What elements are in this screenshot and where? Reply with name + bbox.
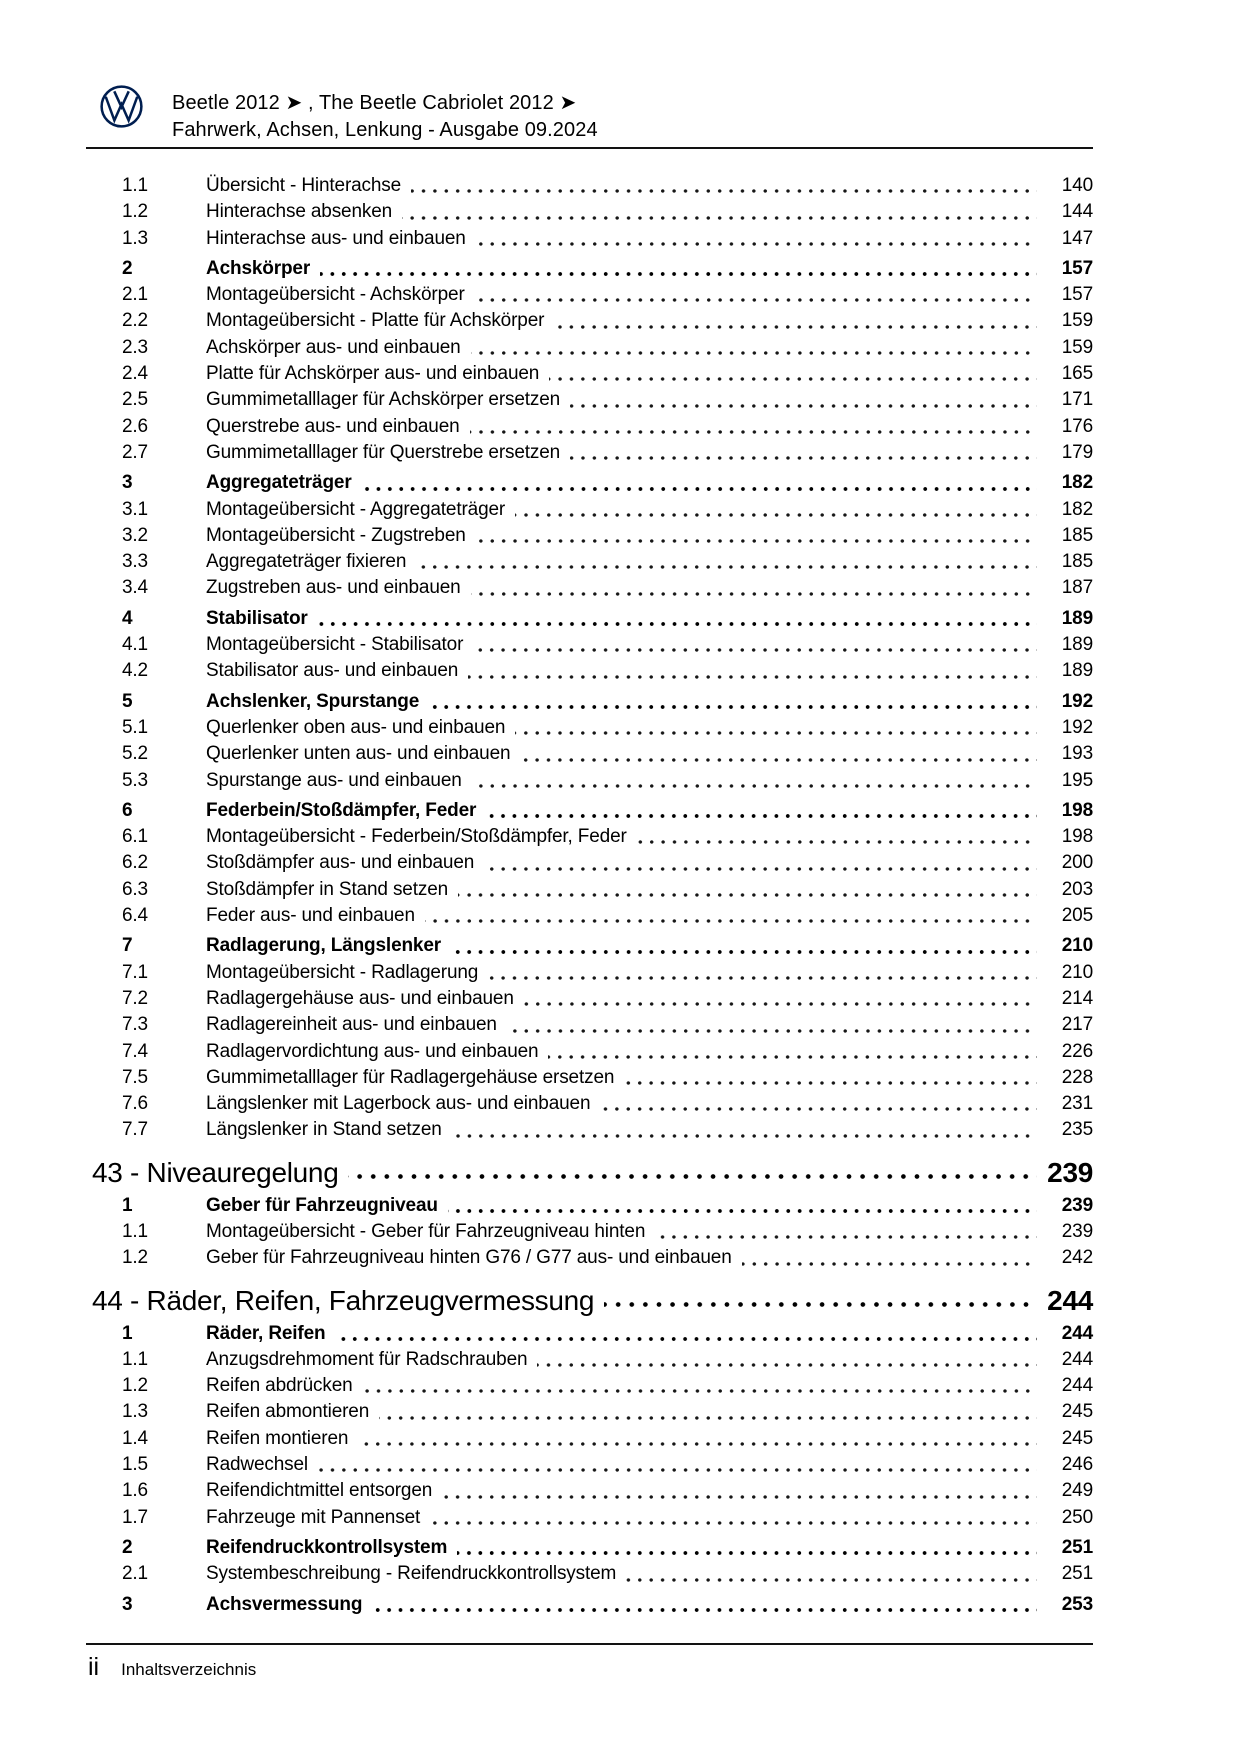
entry-page-number: 251	[1061, 1536, 1093, 1558]
dot-leader	[548, 1039, 1037, 1065]
entry-title: Gummimetalllager für Radlagergehäuse ersetzen	[206, 1066, 615, 1088]
entry-number: 1.2	[122, 1247, 148, 1269]
entry-page-number: 144	[1061, 201, 1093, 223]
entry-title: Radlagervordichtung aus- und einbauen	[206, 1040, 539, 1062]
dot-leader	[425, 903, 1037, 929]
entry-number: 6.2	[122, 852, 148, 874]
entry-number: 7.1	[122, 961, 148, 983]
entry-page-number: 171	[1061, 389, 1093, 411]
dot-leader	[448, 1193, 1037, 1219]
entry-number: 1.2	[122, 1375, 148, 1397]
dot-leader	[358, 1426, 1037, 1452]
toc-entry-row	[0, 1117, 1240, 1143]
dot-leader	[637, 824, 1037, 850]
entry-number: 1.3	[122, 227, 148, 249]
dot-leader	[402, 199, 1037, 225]
entry-number: 3.3	[122, 551, 148, 573]
entry-title: Systembeschreibung - Reifendruckkontrollsystem	[206, 1563, 617, 1585]
entry-page-number: 192	[1061, 690, 1093, 712]
header-rule	[86, 147, 1093, 149]
dot-leader	[515, 497, 1037, 523]
entry-title: Achskörper aus- und einbauen	[206, 336, 461, 358]
dot-leader	[655, 1219, 1037, 1245]
entry-title: Gummimetalllager für Achskörper ersetzen	[206, 389, 561, 411]
entry-number: 1.6	[122, 1480, 148, 1502]
toc-entry-row	[0, 632, 1240, 658]
dot-leader	[472, 768, 1037, 794]
footer-section-title: Inhaltsverzeichnis	[121, 1660, 257, 1679]
dot-leader	[626, 1561, 1037, 1587]
toc-entry-row	[0, 1347, 1240, 1373]
entry-page-number: 195	[1061, 769, 1093, 791]
toc-entry-row	[0, 715, 1240, 741]
entry-title: Reifendichtmittel entsorgen	[206, 1480, 433, 1502]
toc-entry-row	[0, 877, 1240, 903]
dot-leader	[468, 658, 1037, 684]
entry-page-number: 176	[1061, 415, 1093, 437]
entry-number: 5.2	[122, 743, 148, 765]
entry-title: Zugstreben aus- und einbauen	[206, 577, 461, 599]
entry-page-number: 246	[1061, 1454, 1093, 1476]
entry-page-number: 165	[1061, 363, 1093, 385]
entry-title: Montageübersicht - Stabilisator	[206, 634, 464, 656]
entry-page-number: 226	[1061, 1040, 1093, 1062]
entry-title: Aggregateträger fixieren	[206, 551, 407, 573]
entry-title: Achslenker, Spurstange	[206, 690, 420, 712]
dot-leader	[486, 798, 1037, 824]
entry-title: Stoßdämpfer in Stand setzen	[206, 878, 449, 900]
toc-entry-row	[0, 606, 1240, 632]
entry-number: 6	[122, 799, 133, 821]
dot-leader	[554, 308, 1037, 334]
entry-page-number: 179	[1061, 441, 1093, 463]
toc-entry-row	[0, 741, 1240, 767]
toc-entry-row	[0, 1091, 1240, 1117]
entry-title: Achskörper	[206, 257, 311, 279]
header-model-line: Beetle 2012 ➤ , The Beetle Cabriolet 2012 ➤	[172, 92, 577, 114]
entry-title: Platte für Achskörper aus- und einbauen	[206, 363, 540, 385]
entry-page-number: 159	[1061, 336, 1093, 358]
entry-title: Gummimetalllager für Querstrebe ersetzen	[206, 441, 561, 463]
dot-leader	[476, 523, 1037, 549]
entry-title: Reifen abmontieren	[206, 1401, 370, 1423]
entry-number: 6.1	[122, 826, 148, 848]
entry-number: 7.5	[122, 1066, 148, 1088]
entry-page-number: 182	[1061, 498, 1093, 520]
table-of-contents	[0, 173, 1240, 1618]
toc-entry-row	[0, 768, 1240, 794]
entry-number: 7	[122, 935, 133, 957]
entry-title: Montageübersicht - Achskörper	[206, 284, 465, 306]
entry-page-number: 239	[1061, 1194, 1093, 1216]
entry-page-number: 198	[1061, 799, 1093, 821]
entry-page-number: 193	[1061, 743, 1093, 765]
toc-entry-row	[0, 549, 1240, 575]
dot-leader	[318, 606, 1037, 632]
entry-number: 1	[122, 1322, 133, 1344]
toc-entry-row	[0, 1399, 1240, 1425]
toc-entry-row	[0, 523, 1240, 549]
entry-title: Federbein/Stoßdämpfer, Feder	[206, 799, 477, 821]
entry-title: Längslenker mit Lagerbock aus- und einbauen	[206, 1093, 591, 1115]
entry-number: 2.5	[122, 389, 148, 411]
entry-number: 1.3	[122, 1401, 148, 1423]
chapter-label: 43 - Niveauregelung	[92, 1156, 339, 1188]
toc-entry-row	[0, 497, 1240, 523]
chapter-page-number: 239	[1047, 1156, 1093, 1188]
entry-number: 1.1	[122, 1348, 148, 1370]
entry-page-number: 185	[1061, 551, 1093, 573]
entry-number: 4.2	[122, 660, 148, 682]
entry-number: 2	[122, 257, 133, 279]
entry-number: 7.2	[122, 987, 148, 1009]
toc-entry-row	[0, 824, 1240, 850]
entry-page-number: 245	[1061, 1401, 1093, 1423]
dot-leader	[470, 414, 1037, 440]
toc-entry-row	[0, 1561, 1240, 1587]
entry-title: Aggregateträger	[206, 472, 352, 494]
entry-number: 2.1	[122, 1563, 148, 1585]
dot-leader	[484, 850, 1037, 876]
entry-page-number: 214	[1061, 987, 1093, 1009]
toc-entry-row	[0, 440, 1240, 466]
entry-number: 1	[122, 1194, 133, 1216]
toc-entry-row	[0, 414, 1240, 440]
entry-title: Stabilisator	[206, 607, 308, 629]
toc-entry-row	[0, 1065, 1240, 1091]
entry-number: 1.4	[122, 1427, 148, 1449]
entry-title: Querstrebe aus- und einbauen	[206, 415, 460, 437]
dot-leader	[742, 1245, 1037, 1271]
entry-title: Fahrzeuge mit Pannenset	[206, 1506, 421, 1528]
entry-page-number: 231	[1061, 1093, 1093, 1115]
entry-page-number: 239	[1061, 1220, 1093, 1242]
entry-number: 7.7	[122, 1119, 148, 1141]
entry-page-number: 249	[1061, 1480, 1093, 1502]
entry-page-number: 198	[1061, 826, 1093, 848]
chapter-label: 44 - Räder, Reifen, Fahrzeugvermessung	[92, 1284, 595, 1316]
page-header	[172, 90, 598, 144]
entry-number: 2	[122, 1536, 133, 1558]
entry-title: Stabilisator aus- und einbauen	[206, 660, 459, 682]
entry-title: Stoßdämpfer aus- und einbauen	[206, 852, 475, 874]
entry-page-number: 244	[1061, 1375, 1093, 1397]
entry-page-number: 189	[1061, 660, 1093, 682]
dot-leader	[379, 1399, 1037, 1425]
dot-leader	[348, 1156, 1037, 1189]
entry-number: 7.6	[122, 1093, 148, 1115]
toc-entry-row	[0, 308, 1240, 334]
dot-leader	[363, 1373, 1037, 1399]
vw-logo-icon	[99, 84, 144, 129]
dot-leader	[475, 282, 1037, 308]
entry-title: Montageübersicht - Geber für Fahrzeugniveau hinten	[206, 1220, 646, 1242]
entry-number: 5	[122, 690, 133, 712]
entry-title: Radwechsel	[206, 1454, 308, 1476]
toc-entry-row	[0, 282, 1240, 308]
dot-leader	[457, 1535, 1037, 1561]
dot-leader	[452, 1117, 1037, 1143]
toc-entry-row	[0, 1193, 1240, 1219]
entry-page-number: 159	[1061, 310, 1093, 332]
entry-number: 2.3	[122, 336, 148, 358]
entry-title: Montageübersicht - Radlagerung	[206, 961, 479, 983]
dot-leader	[318, 1452, 1037, 1478]
dot-leader	[416, 549, 1037, 575]
dot-leader	[335, 1321, 1037, 1347]
entry-page-number: 245	[1061, 1427, 1093, 1449]
entry-number: 6.4	[122, 905, 148, 927]
toc-entry-row	[0, 1452, 1240, 1478]
dot-leader	[411, 173, 1037, 199]
footer-rule	[86, 1643, 1093, 1645]
dot-leader	[604, 1284, 1037, 1317]
entry-page-number: 210	[1061, 961, 1093, 983]
dot-leader	[476, 226, 1037, 252]
toc-entry-row	[0, 1012, 1240, 1038]
dot-leader	[458, 877, 1037, 903]
entry-page-number: 147	[1061, 227, 1093, 249]
toc-entry-row	[0, 1039, 1240, 1065]
toc-entry-row	[0, 798, 1240, 824]
toc-entry-row	[0, 850, 1240, 876]
entry-number: 3.2	[122, 524, 148, 546]
toc-entry-row	[0, 1426, 1240, 1452]
toc-entry-row	[0, 470, 1240, 496]
page-footer	[88, 1652, 256, 1682]
entry-title: Geber für Fahrzeugniveau hinten G76 / G77 aus- und einbauen	[206, 1247, 732, 1269]
dot-leader	[362, 470, 1037, 496]
entry-title: Geber für Fahrzeugniveau	[206, 1194, 438, 1216]
entry-title: Montageübersicht - Zugstreben	[206, 524, 466, 546]
entry-page-number: 250	[1061, 1506, 1093, 1528]
entry-number: 1.1	[122, 1220, 148, 1242]
folio-page-number: ii	[88, 1653, 100, 1681]
entry-page-number: 189	[1061, 607, 1093, 629]
entry-title: Montageübersicht - Federbein/Stoßdämpfer, Feder	[206, 826, 627, 848]
dot-leader	[515, 715, 1037, 741]
entry-number: 4.1	[122, 634, 148, 656]
entry-number: 2.7	[122, 441, 148, 463]
toc-entry-row	[0, 335, 1240, 361]
toc-entry-row	[0, 1592, 1240, 1618]
toc-entry-row	[0, 1535, 1240, 1561]
dot-leader	[600, 1091, 1037, 1117]
entry-title: Hinterachse absenken	[206, 201, 393, 223]
dot-leader	[520, 741, 1037, 767]
chapter-page-number: 244	[1047, 1284, 1093, 1316]
dot-leader	[549, 361, 1037, 387]
entry-page-number: 189	[1061, 634, 1093, 656]
dot-leader	[473, 632, 1037, 658]
entry-title: Reifen abdrücken	[206, 1375, 353, 1397]
dot-leader	[442, 1478, 1037, 1504]
entry-number: 2.6	[122, 415, 148, 437]
toc-entry-row	[0, 226, 1240, 252]
entry-number: 1.2	[122, 201, 148, 223]
entry-title: Querlenker oben aus- und einbauen	[206, 716, 506, 738]
toc-entry-row	[0, 689, 1240, 715]
entry-title: Räder, Reifen	[206, 1322, 326, 1344]
toc-entry-row	[0, 1373, 1240, 1399]
dot-leader	[471, 575, 1037, 601]
entry-page-number: 251	[1061, 1563, 1093, 1585]
toc-entry-row	[0, 387, 1240, 413]
entry-title: Spurstange aus- und einbauen	[206, 769, 462, 791]
entry-title: Montageübersicht - Aggregateträger	[206, 498, 506, 520]
toc-entry-row	[0, 256, 1240, 282]
entry-page-number: 157	[1061, 284, 1093, 306]
entry-number: 3.1	[122, 498, 148, 520]
entry-title: Achsvermessung	[206, 1593, 363, 1615]
entry-title: Querlenker unten aus- und einbauen	[206, 743, 511, 765]
entry-page-number: 200	[1061, 852, 1093, 874]
entry-number: 7.3	[122, 1014, 148, 1036]
entry-title: Hinterachse aus- und einbauen	[206, 227, 466, 249]
entry-title: Montageübersicht - Platte für Achskörper	[206, 310, 545, 332]
toc-entry-row	[0, 986, 1240, 1012]
entry-page-number: 140	[1061, 175, 1093, 196]
toc-entry-row	[0, 575, 1240, 601]
entry-page-number: 205	[1061, 905, 1093, 927]
toc-entry-row	[0, 1321, 1240, 1347]
entry-title: Feder aus- und einbauen	[206, 905, 415, 927]
entry-page-number: 217	[1061, 1014, 1093, 1036]
entry-number: 1.5	[122, 1454, 148, 1476]
entry-page-number: 244	[1061, 1348, 1093, 1370]
entry-number: 3	[122, 472, 133, 494]
toc-entry-row	[0, 1478, 1240, 1504]
entry-title: Radlagergehäuse aus- und einbauen	[206, 987, 514, 1009]
dot-leader	[624, 1065, 1037, 1091]
entry-page-number: 192	[1061, 716, 1093, 738]
toc-chapter-row	[0, 1156, 1240, 1189]
dot-leader	[471, 335, 1037, 361]
entry-title: Radlagerung, Längslenker	[206, 935, 442, 957]
entry-page-number: 242	[1061, 1247, 1093, 1269]
entry-page-number: 235	[1061, 1119, 1093, 1141]
header-subject-line: Fahrwerk, Achsen, Lenkung - Ausgabe 09.2024	[172, 119, 598, 141]
entry-page-number: 187	[1061, 577, 1093, 599]
entry-page-number: 244	[1061, 1322, 1093, 1344]
dot-leader	[524, 986, 1037, 1012]
entry-title: Längslenker in Stand setzen	[206, 1119, 442, 1141]
entry-title: Reifendruckkontrollsystem	[206, 1536, 448, 1558]
toc-entry-row	[0, 658, 1240, 684]
entry-number: 2.1	[122, 284, 148, 306]
dot-leader	[320, 256, 1037, 282]
entry-number: 1.1	[122, 175, 148, 196]
entry-page-number: 185	[1061, 524, 1093, 546]
entry-title: Radlagereinheit aus- und einbauen	[206, 1014, 497, 1036]
toc-entry-row	[0, 199, 1240, 225]
toc-chapter-row	[0, 1284, 1240, 1317]
dot-leader	[507, 1012, 1037, 1038]
dot-leader	[537, 1347, 1037, 1373]
toc-entry-row	[0, 1245, 1240, 1271]
entry-number: 3.4	[122, 577, 148, 599]
entry-number: 5.1	[122, 716, 148, 738]
entry-number: 3	[122, 1593, 133, 1615]
entry-page-number: 203	[1061, 878, 1093, 900]
dot-leader	[430, 1505, 1037, 1531]
dot-leader	[451, 933, 1037, 959]
toc-entry-row	[0, 1219, 1240, 1245]
entry-number: 4	[122, 607, 133, 629]
entry-number: 5.3	[122, 769, 148, 791]
entry-number: 6.3	[122, 878, 148, 900]
entry-number: 2.4	[122, 363, 148, 385]
toc-entry-row	[0, 1505, 1240, 1531]
dot-leader	[488, 960, 1037, 986]
entry-page-number: 228	[1061, 1066, 1093, 1088]
toc-entry-row	[0, 173, 1240, 199]
toc-entry-row	[0, 960, 1240, 986]
dot-leader	[372, 1592, 1037, 1618]
dot-leader	[570, 440, 1037, 466]
entry-title: Übersicht - Hinterachse	[206, 175, 402, 196]
entry-title: Anzugsdrehmoment für Radschrauben	[206, 1348, 528, 1370]
toc-entry-row	[0, 361, 1240, 387]
entry-page-number: 253	[1061, 1593, 1093, 1615]
entry-number: 7.4	[122, 1040, 148, 1062]
entry-number: 1.7	[122, 1506, 148, 1528]
entry-number: 2.2	[122, 310, 148, 332]
dot-leader	[429, 689, 1037, 715]
toc-entry-row	[0, 933, 1240, 959]
entry-title: Reifen montieren	[206, 1427, 349, 1449]
entry-page-number: 157	[1061, 257, 1093, 279]
entry-page-number: 182	[1061, 472, 1093, 494]
dot-leader	[570, 387, 1037, 413]
entry-page-number: 210	[1061, 935, 1093, 957]
toc-entry-row	[0, 903, 1240, 929]
